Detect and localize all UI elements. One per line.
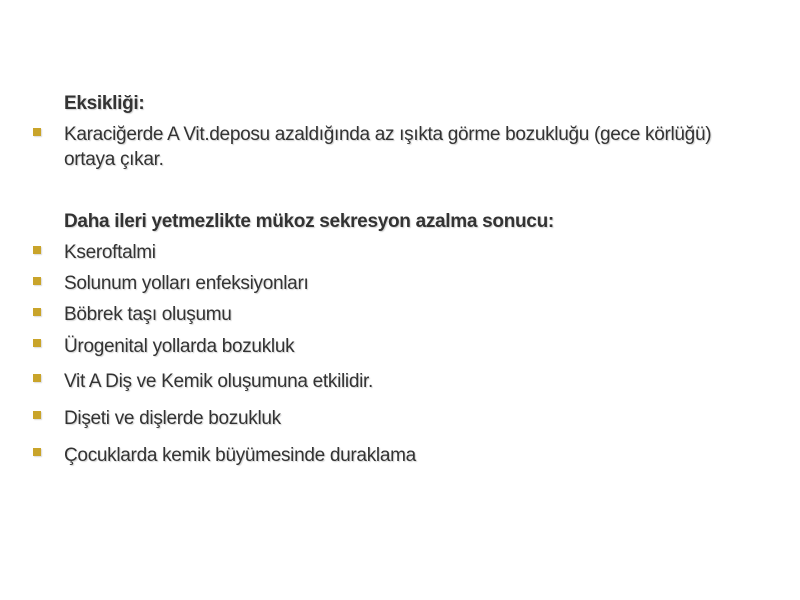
bullet-square-icon xyxy=(33,246,41,254)
list-item: Böbrek taşı oluşumu xyxy=(64,304,232,325)
bullet-square-icon xyxy=(33,374,41,382)
bullet-square-icon xyxy=(33,128,41,136)
list-item: Çocuklarda kemik büyümesinde duraklama xyxy=(64,445,416,466)
bullet-square-icon xyxy=(33,448,41,456)
list-item: Solunum yolları enfeksiyonları xyxy=(64,273,309,294)
item-night-blindness-line2: ortaya çıkar. xyxy=(64,149,164,170)
item-night-blindness-line1: Karaciğerde A Vit.deposu azaldığında az ışıkta görme bozukluğu (gece körlüğü) xyxy=(64,124,712,145)
list-item: Ürogenital yollarda bozukluk xyxy=(64,336,295,357)
bullet-square-icon xyxy=(33,339,41,347)
list-item: Kseroftalmi xyxy=(64,242,156,263)
bullet-square-icon xyxy=(33,308,41,316)
bullet-square-icon xyxy=(33,277,41,285)
list-item: Vit A Diş ve Kemik oluşumuna etkilidir. xyxy=(64,371,373,392)
bullet-square-icon xyxy=(33,411,41,419)
list-item: Dişeti ve dişlerde bozukluk xyxy=(64,408,281,429)
heading-advanced: Daha ileri yetmezlikte mükoz sekresyon azalma sonucu: xyxy=(64,211,554,232)
heading-deficiency: Eksikliği: xyxy=(64,93,145,114)
